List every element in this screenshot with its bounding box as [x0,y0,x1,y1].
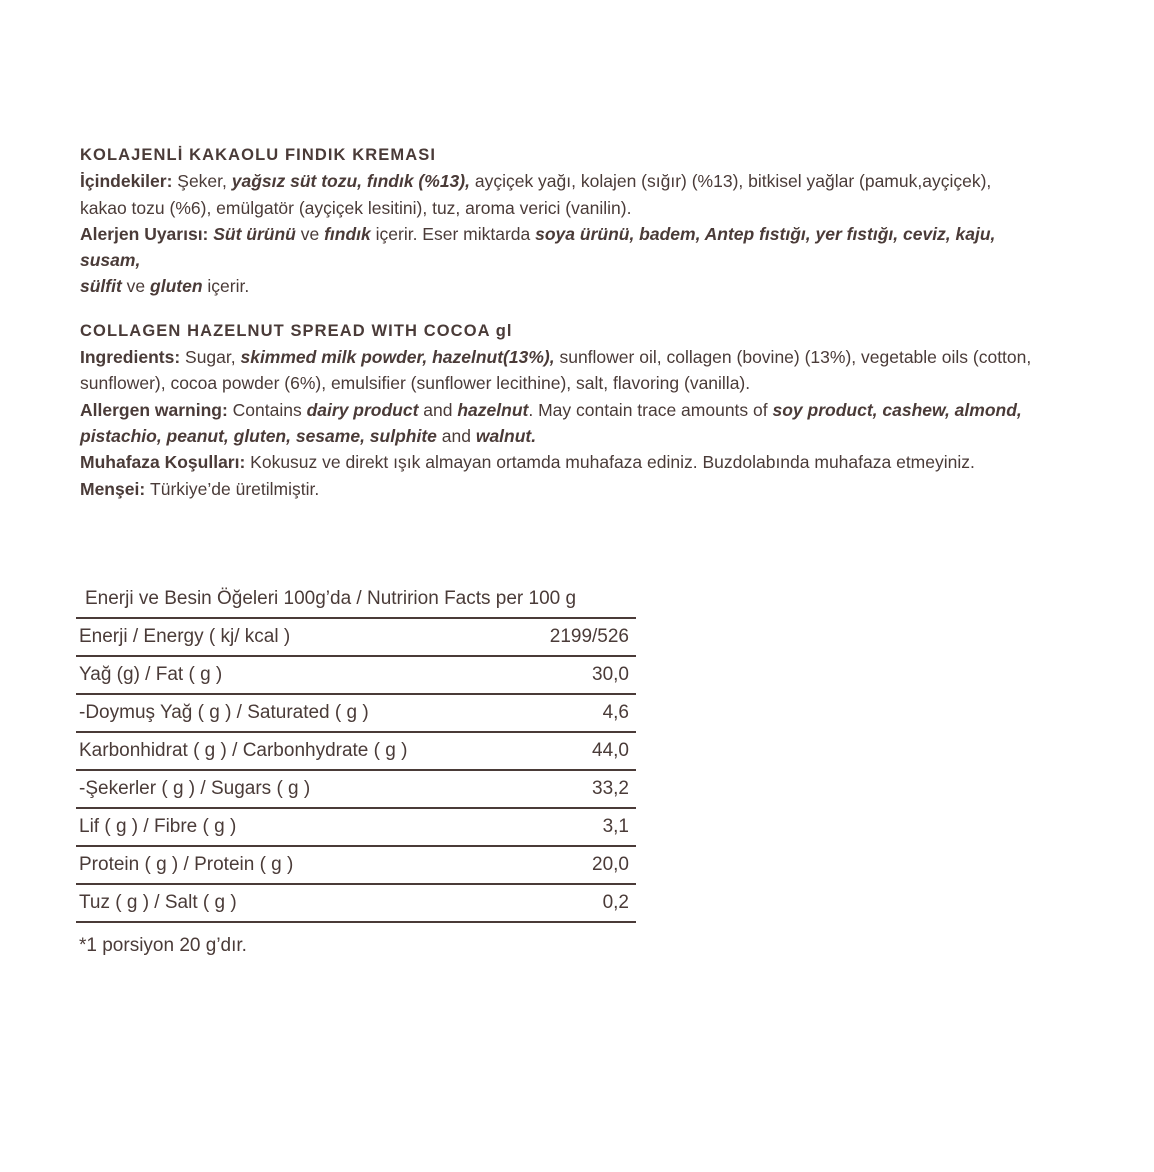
text-run: . May contain trace amounts of [528,399,773,420]
text-run: içerir. Eser miktarda [370,223,536,244]
nutrient-label: Enerji / Energy ( kj/ kcal ) [76,618,520,656]
nutrient-value: 44,0 [520,732,636,770]
nutrition-row [76,732,636,770]
label-text-block [80,142,1045,502]
nutrient-value: 30,0 [520,656,636,694]
nutrient-label: Lif ( g ) / Fibre ( g ) [76,808,520,846]
nutrient-label: Tuz ( g ) / Salt ( g ) [76,884,520,922]
text-run: ve [121,276,151,297]
text-run: Allergen warning: [80,399,233,420]
text-run: yağsız süt tozu, fındık (%13), [231,171,470,192]
product-title-turkish: KOLAJENLİ KAKAOLU FINDIK KREMASI [80,146,437,164]
nutrition-table-body [76,618,636,922]
nutrition-row [76,770,636,808]
text-run: içerir. [202,276,250,297]
text-run: skimmed milk powder, hazelnut(13%), [240,347,555,368]
text-run: dairy product [306,399,419,420]
text-run: Kokusuz ve direkt ışık almayan ortamda muhafaza ediniz. Buzdolabında muhafaza etmeyiniz. [250,452,975,473]
text-run: İçindekiler: [80,171,178,192]
text-run: ayçiçek yağı, kolajen (sığır) (%13), bitkisel yağlar (pamuk,ayçiçek), [469,171,992,192]
nutrition-table [76,617,636,923]
text-run: gluten [150,276,203,297]
nutrition-facts-section [76,586,636,957]
text-run: Alerjen Uyarısı: [80,223,214,244]
text-run: fındık [324,223,371,244]
nutrition-row [76,656,636,694]
nutrient-label: -Şekerler ( g ) / Sugars ( g ) [76,770,520,808]
nutrition-row [76,694,636,732]
text-run: soy product, cashew, almond, [772,399,1022,420]
english-section [80,318,1045,502]
nutrient-label: Yağ (g) / Fat ( g ) [76,656,520,694]
text-run: kakao tozu (%6), emülgatör (ayçiçek lesitini), tuz, aroma verici (vanilin). [80,197,632,218]
ingredients-paragraph-english [80,344,1045,397]
nutrient-label: -Doymuş Yağ ( g ) / Saturated ( g ) [76,694,520,732]
nutrition-table-title: Enerji ve Besin Öğeleri 100g’da / Nutririon Facts per 100 g [85,588,577,609]
nutrient-label: Protein ( g ) / Protein ( g ) [76,846,520,884]
nutrition-row [76,884,636,922]
serving-size-footnote: *1 porsiyon 20 g’dır. [79,935,247,956]
nutrition-row [76,846,636,884]
text-run: soya ürünü, badem, Antep fıstığı, yer fıstığı, ceviz, kaju, susam, [80,223,996,271]
text-run: Ingredients: [80,347,186,368]
origin-line [80,476,1045,502]
nutrient-value: 33,2 [520,770,636,808]
allergen-paragraph-english [80,397,1045,450]
text-run: walnut. [475,425,537,446]
turkish-section [80,142,1045,300]
text-run: ve [295,223,325,244]
text-run: Sugar, [185,347,241,368]
nutrient-value: 3,1 [520,808,636,846]
text-run: pistachio, peanut, gluten, sesame, sulphite [80,425,437,446]
text-run: and [418,399,458,420]
product-title-english: COLLAGEN HAZELNUT SPREAD WITH COCOA gl [80,321,513,340]
text-run: sülfit [80,276,122,297]
text-run: Türkiye’de üretilmiştir. [150,478,320,499]
text-run: and [436,425,476,446]
text-run: Menşei: [80,478,151,499]
nutrient-value: 0,2 [520,884,636,922]
text-run: sunflower), cocoa powder (6%), emulsifier (sunflower lecithine), salt, flavoring (vanilla). [80,373,751,394]
text-run: sunflower oil, collagen (bovine) (13%), vegetable oils (cotton, [554,347,1032,368]
nutrient-value: 20,0 [520,846,636,884]
nutrient-label: Karbonhidrat ( g ) / Carbonhydrate ( g ) [76,732,520,770]
nutrition-row [76,618,636,656]
text-run: Muhafaza Koşulları: [80,452,251,473]
text-run: hazelnut [457,399,529,420]
allergen-paragraph-turkish [80,221,1045,300]
ingredients-paragraph-turkish [80,168,1045,221]
text-run: Süt ürünü [213,223,296,244]
storage-conditions-line [80,449,1045,475]
text-run: Contains [232,399,307,420]
nutrient-value: 4,6 [520,694,636,732]
text-run: Şeker, [177,171,232,192]
nutrient-value: 2199/526 [520,618,636,656]
nutrition-row [76,808,636,846]
